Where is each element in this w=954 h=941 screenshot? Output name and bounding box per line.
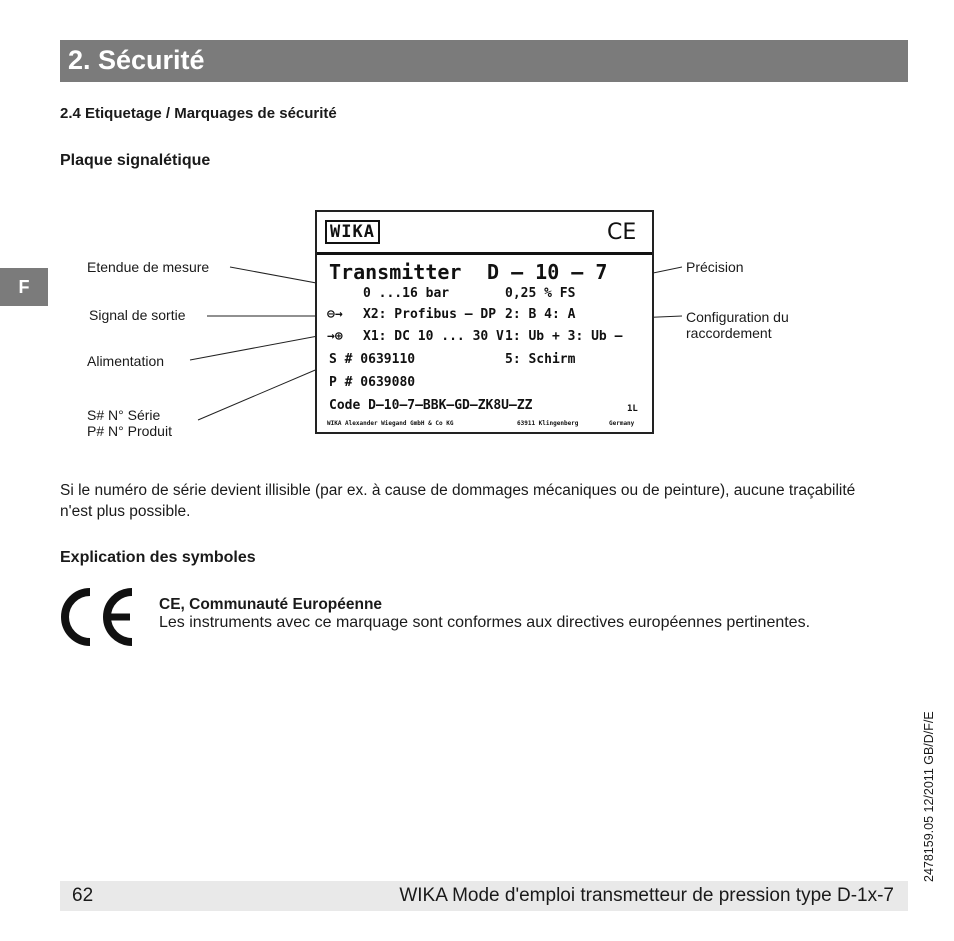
subsection-heading: 2.4 Etiquetage / Marquages de sécurité [60,105,337,122]
plate-manufacturer: WIKA Alexander Wiegand GmbH & Co KG [327,420,454,427]
plate-serial: S # 0639110 [329,352,416,367]
callout-output-signal: Signal de sortie [89,307,186,323]
ce-mark-icon [56,586,138,648]
plate-city: 63911 Klingenberg [517,420,579,427]
plate-code-suffix: 1L [627,404,638,414]
ce-symbol-title: CE, Communauté Européenne [159,596,383,613]
plate-heading: Plaque signalétique [60,152,211,169]
plate-shield: 5: Schirm [505,352,576,367]
language-tab: F [0,268,48,306]
plate-country: Germany [609,420,635,427]
plate-x2-pins: 2: B 4: A [505,307,576,322]
plate-code: Code D–10–7–BBK–GD–ZK8U–ZZ [329,398,533,413]
plate-x2: X2: Profibus – DP [363,307,497,322]
plate-precision: 0,25 % FS [505,286,576,301]
plate-x1-pins: 1: Ub + 3: Ub – [505,329,623,344]
callout-power-supply: Alimentation [87,353,165,369]
plate-model: D – 10 – 7 [487,260,608,284]
power-input-icon: →⊕ [327,329,343,344]
symbols-heading: Explication des symboles [60,549,256,566]
plate-product-name: Transmitter [329,260,462,284]
plate-ce-mark: CE [607,220,637,245]
serial-number-note: Si le numéro de série devient illisible (par ex. à cause de dommages mécaniques ou de peinture), aucune traçabilité n'est plus possible. [60,482,856,520]
callout-precision: Précision [686,259,744,275]
page-footer [60,881,908,911]
page-number: 62 [72,885,94,906]
plate-range: 0 ...16 bar [363,286,450,301]
callout-product-number: P# N° Produit [87,423,172,439]
callout-connection-config-line1: Configuration du [686,309,789,325]
callout-connection-config-line2: raccordement [686,325,772,341]
ce-symbol-description: Les instruments avec ce marquage sont conformes aux directives européennes pertinentes. [159,614,811,631]
plate-product-number: P # 0639080 [329,375,416,390]
callout-serial-number: S# N° Série [87,407,161,423]
wika-logo: WIKA [325,220,380,244]
document-code [905,690,945,890]
output-signal-icon: ⊖→ [327,307,343,322]
section-title: 2. Sécurité [68,45,205,75]
footer-document-title: WIKA Mode d'emploi transmetteur de pression type D-1x-7 [399,885,894,906]
plate-divider [317,252,652,255]
callout-measuring-range: Etendue de mesure [87,259,210,275]
document-code-text: 2478159.05 12/2011 GB/D/F/E [922,711,936,882]
plate-x1: X1: DC 10 ... 30 V [363,329,504,344]
product-nameplate [315,210,654,434]
